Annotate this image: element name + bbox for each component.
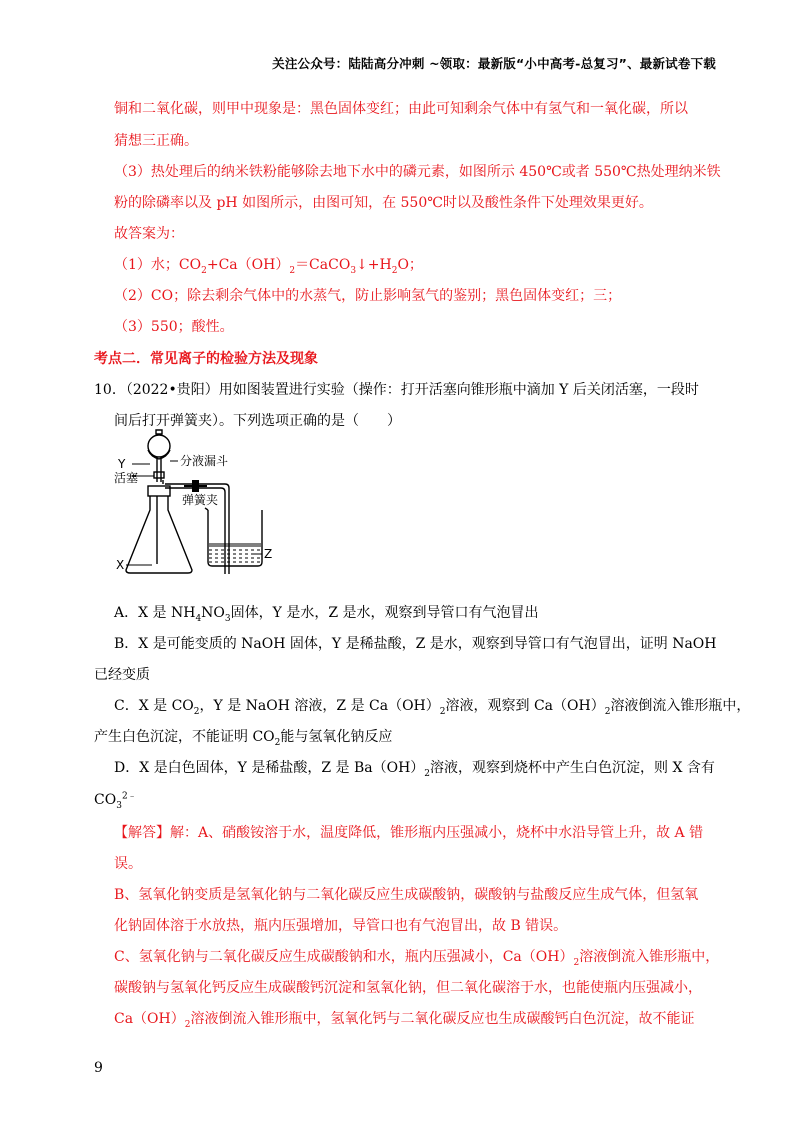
answer-item-2: （2）CO；除去剩余气体中的水蒸气，防止影响氢气的鉴别；黑色固体变红；三； [114, 288, 622, 304]
option-d-line-2: $CO_3^{2﹣}$ [94, 791, 137, 811]
solution-line-5: C、氢氧化钠与二氧化碳反应生成碳酸钠和水，瓶内压强减小，$Ca(OH)_2$溶液倒流入锥形瓶中， [114, 949, 720, 968]
option-b-line-1: B．X 是可能变质的 NaOH 固体，Y 是稀盐酸，Z 是水，观察到导管口有气泡冒出，证明 NaOH [114, 636, 717, 652]
answer-line-2: 猜想三正确。 [114, 133, 198, 149]
option-b-line-2: 已经变质 [94, 667, 150, 683]
option-d-line-1: D．X 是白色固体，Y 是稀盐酸，Z 是 $Ba(OH)_2$溶液，观察到烧杯中产生白色沉淀，则 X 含有 [114, 760, 715, 779]
question-line-2: 间后打开弹簧夹）。下列选项正确的是（ ） [114, 413, 401, 429]
solution-line-6: 碳酸钠与氢氧化钙反应生成碳酸钙沉淀和氢氧化钠，但二氧化碳溶于水，也能使瓶内压强减小， [114, 980, 702, 996]
answer-line-3: （3）热处理后的纳米铁粉能够除去地下水中的磷元素，如图所示 450℃或者 550℃热处理纳米铁 [114, 164, 721, 180]
label-clip: 弹簧夹 [182, 493, 219, 507]
solution-line-1: 【解答】解：A、硝酸铵溶于水，温度降低，锥形瓶内压强减小，烧杯中水沿导管上升，故 A 错 [114, 825, 704, 841]
solution-line-2: 误。 [114, 856, 142, 872]
solution-line-4: 化钠固体溶于水放热，瓶内压强增加，导管口也有气泡冒出，故 B 错误。 [114, 918, 568, 934]
option-c-line-1: C．X 是 $CO_2$，Y 是 NaOH 溶液，Z 是 $Ca(OH)_2$溶液，观察到 $Ca(OH)_2$溶液倒流入锥形瓶中， [114, 698, 751, 717]
option-c-line-2: 产生白色沉淀，不能证明 $CO_2$能与氢氧化钠反应 [94, 729, 393, 748]
answer-line-1: 铜和二氧化碳，则甲中现象是：黑色固体变红；由此可知剩余气体中有氢气和一氧化碳，所以 [114, 101, 688, 117]
solution-line-3: B、氢氧化钠变质是氢氧化钠与二氧化碳反应生成碳酸钠，碳酸钠与盐酸反应生成气体，但氢氧 [114, 887, 699, 903]
answer-line-5: 故答案为： [114, 226, 184, 242]
label-x: X [116, 558, 125, 572]
question-line-1: 10．（2022•贵阳）用如图装置进行实验（操作：打开活塞向锥形瓶中滴加 Y 后关闭活塞，一段时 [94, 382, 699, 398]
answer-item-3: （3）550；酸性。 [114, 319, 234, 335]
label-y: Y [118, 457, 126, 471]
option-a: A．X 是 $NH_4NO_3$固体，Y 是水，Z 是水，观察到导管口有气泡冒出 [114, 605, 539, 624]
page-number: 9 [94, 1060, 103, 1076]
page-header: 关注公众号：陆陆高分冲刺 ~领取：最新版“小中高考-总复习”、最新试卷下载 [272, 56, 716, 71]
label-funnel: 分液漏斗 [180, 454, 229, 468]
apparatus-figure [112, 424, 282, 579]
section-title: 考点二．常见离子的检验方法及现象 [94, 351, 318, 367]
label-z: Z [264, 547, 273, 561]
solution-line-7: $Ca(OH)_2$溶液倒流入锥形瓶中，氢氧化钙与二氧化碳反应也生成碳酸钙白色沉淀，故不能证 [114, 1011, 695, 1030]
answer-item-1: （1）水；$CO_2+Ca(OH)_2=CaCO_3↓+H_2O$； [114, 257, 423, 276]
label-valve: 活塞 [114, 471, 139, 485]
answer-line-4: 粉的除磷率以及 pH 如图所示，由图可知，在 550℃时以及酸性条件下处理效果更好。 [114, 195, 653, 211]
